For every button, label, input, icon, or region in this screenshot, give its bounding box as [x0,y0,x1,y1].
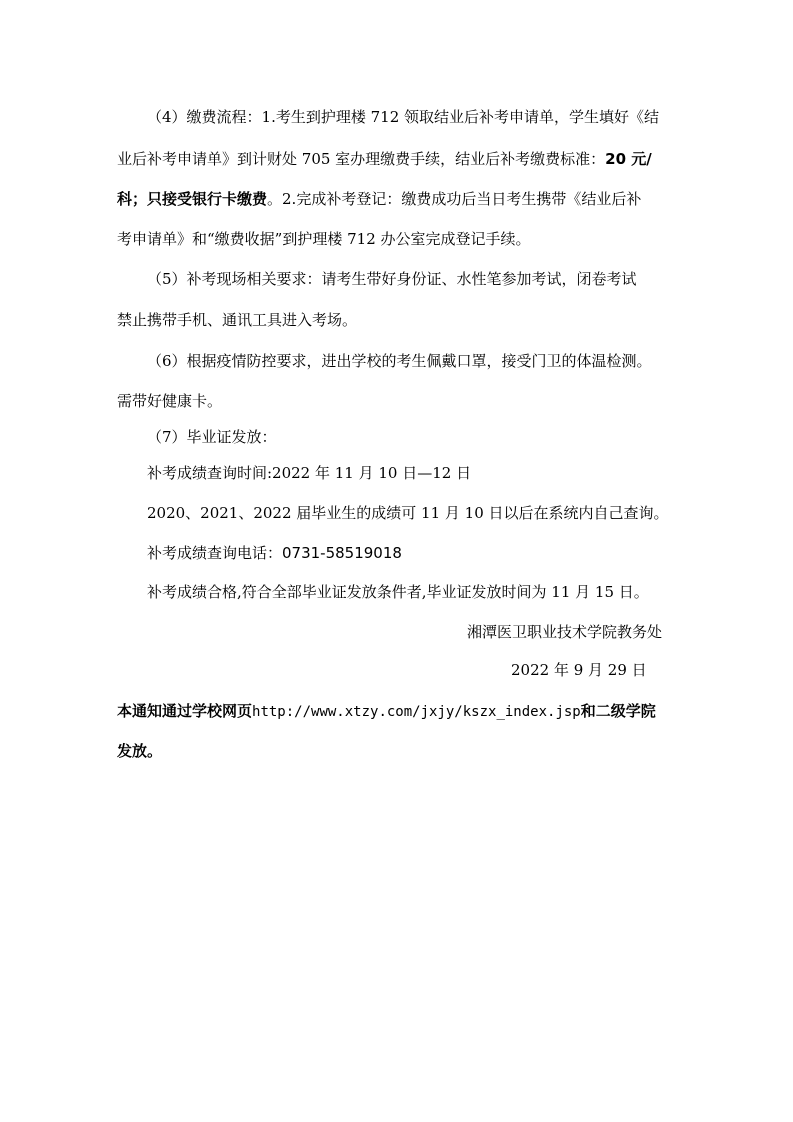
item5-line1 [147,269,637,289]
query-phone-text: 补考成绩查询电话：0731-58519018 [147,544,402,562]
item4-line2-text: 业后补考申请单》到计财处 705 室办理缴费手续，结业后补考缴费标准： [117,150,606,168]
item4-line1-text: （4）缴费流程：1.考生到护理楼 712 领取结业后补考申请单，学生填好《结 [147,108,660,126]
item4-line1 [147,107,659,127]
query-phone [147,543,402,563]
item5-line2-text: 禁止携带手机、通讯工具进入考场。 [117,311,358,329]
query-time [147,463,471,483]
item6-line1 [147,351,652,371]
notice-line2 [117,741,162,761]
classes-query [147,503,669,523]
item4-line3 [117,189,641,209]
issue-time-text: 补考成绩合格,符合全部毕业证发放条件者,毕业证发放时间为 11 月 15 日。 [147,583,649,601]
item6-line2-text: 需带好健康卡。 [117,392,223,410]
query-time-text: 补考成绩查询时间:2022 年 11 月 10 日—12 日 [147,464,472,482]
item4-line3-text: 。2.完成补考登记：缴费成功后当日考生携带《结业后补 [267,190,642,208]
notice-prefix: 本通知通过学校网页 [117,702,253,720]
school-url-link[interactable]: http://www.xtzy.com/jxjy/kszx_index.jsp [252,704,581,720]
classes-query-text: 2020、2021、2022 届毕业生的成绩可 11 月 10 日以后在系统内自己查询。 [147,504,669,522]
item4-line2 [117,149,652,169]
signature-date-text: 2022 年 9 月 29 日 [511,661,647,679]
notice-suffix: 和二级学院 [580,702,656,720]
notice-line1 [117,701,656,722]
item6-line1-text: （6）根据疫情防控要求，进出学校的考生佩戴口罩，接受门卫的体温检测。 [147,352,652,370]
issue-time [147,582,649,602]
item5-line1-text: （5）补考现场相关要求：请考生带好身份证、水性笔参加考试，闭卷考试 [147,270,637,288]
fee-standard: 20 元/ [605,150,652,168]
item6-line2 [117,391,222,411]
item4-line4 [117,229,531,249]
signature-office-text: 湘潭医卫职业技术学院教务处 [467,623,663,641]
item7-heading-text: （7）毕业证发放： [147,428,277,446]
notice-line2-text: 发放。 [117,742,163,760]
item4-line4-text: 考申请单》和“缴费收据”到护理楼 712 办公室完成登记手续。 [117,230,531,248]
item7-heading [147,427,277,447]
bank-card-only: 科；只接受银行卡缴费 [117,190,268,208]
signature-date [511,660,647,680]
signature-office [467,622,662,642]
item5-line2 [117,310,357,330]
